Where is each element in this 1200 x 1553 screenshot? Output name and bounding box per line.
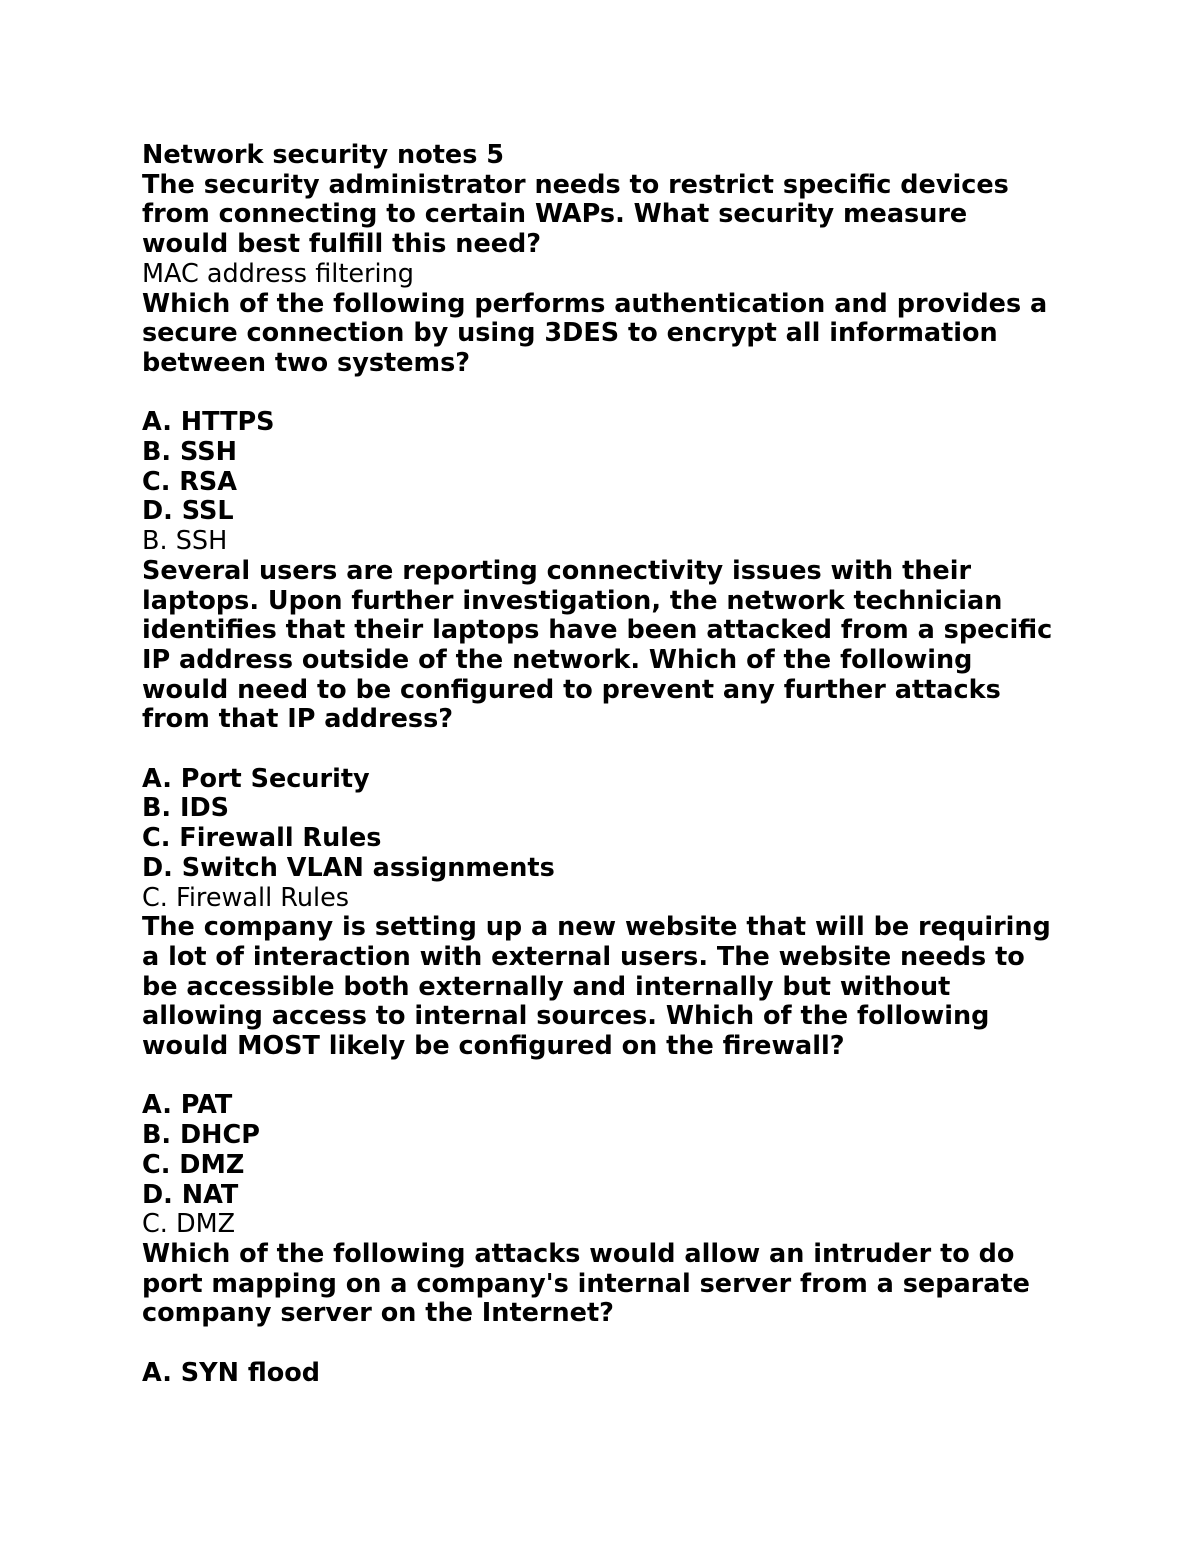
question-line: between two systems? (142, 347, 471, 378)
question-line: IP address outside of the network. Which of the following (142, 644, 973, 675)
blank-line (142, 1329, 1072, 1359)
blank-line (142, 1062, 1072, 1092)
answer-option: A. Port Security (142, 763, 370, 794)
blank-line (142, 735, 1072, 765)
answer-option: B. IDS (142, 793, 230, 824)
answer-option: D. Switch VLAN assignments (142, 852, 555, 883)
answer-line: B. SSH (142, 526, 228, 557)
answer-line: C. Firewall Rules (142, 882, 350, 913)
question-line: a lot of interaction with external users. The website needs to (142, 941, 1025, 972)
answer-option: A. HTTPS (142, 407, 275, 438)
document-body (142, 141, 1072, 1388)
answer-option: A. PAT (142, 1090, 233, 1121)
answer-line: C. DMZ (142, 1209, 236, 1240)
question-line: laptops. Upon further investigation, the network technician (142, 585, 1003, 616)
question-line: be accessible both externally and internally but without (142, 971, 951, 1002)
question-line: The security administrator needs to restrict specific devices (142, 169, 1009, 200)
question-line: from connecting to certain WAPs. What security measure (142, 199, 968, 230)
question-line: from that IP address? (142, 704, 454, 735)
question-line: identifies that their laptops have been attacked from a specific (142, 615, 1053, 646)
question-line: The company is setting up a new website that will be requiring (142, 912, 1051, 943)
question-line: allowing access to internal sources. Which of the following (142, 1001, 990, 1032)
answer-option: D. SSL (142, 496, 234, 527)
question-line: company server on the Internet? (142, 1298, 614, 1329)
question-line: would need to be configured to prevent any further attacks (142, 674, 1001, 705)
question-line: secure connection by using 3DES to encrypt all information (142, 318, 998, 349)
document-title: Network security notes 5 (142, 140, 505, 170)
answer-option: A. SYN flood (142, 1357, 321, 1388)
answer-option: B. DHCP (142, 1120, 260, 1151)
answer-line: MAC address filtering (142, 258, 414, 289)
answer-option: C. DMZ (142, 1149, 245, 1180)
question-line: Several users are reporting connectivity issues with their (142, 555, 972, 586)
question-line: port mapping on a company's internal server from a separate (142, 1268, 1030, 1299)
blank-line (142, 379, 1072, 409)
answer-option: B. SSH (142, 437, 237, 468)
question-line: would MOST likely be configured on the firewall? (142, 1031, 845, 1062)
question-line: would best fulfill this need? (142, 229, 542, 260)
answer-option: C. RSA (142, 466, 238, 497)
answer-option: C. Firewall Rules (142, 823, 382, 854)
answer-option: D. NAT (142, 1179, 239, 1210)
question-line: Which of the following performs authentication and provides a (142, 288, 1048, 319)
question-line: Which of the following attacks would allow an intruder to do (142, 1238, 1015, 1269)
